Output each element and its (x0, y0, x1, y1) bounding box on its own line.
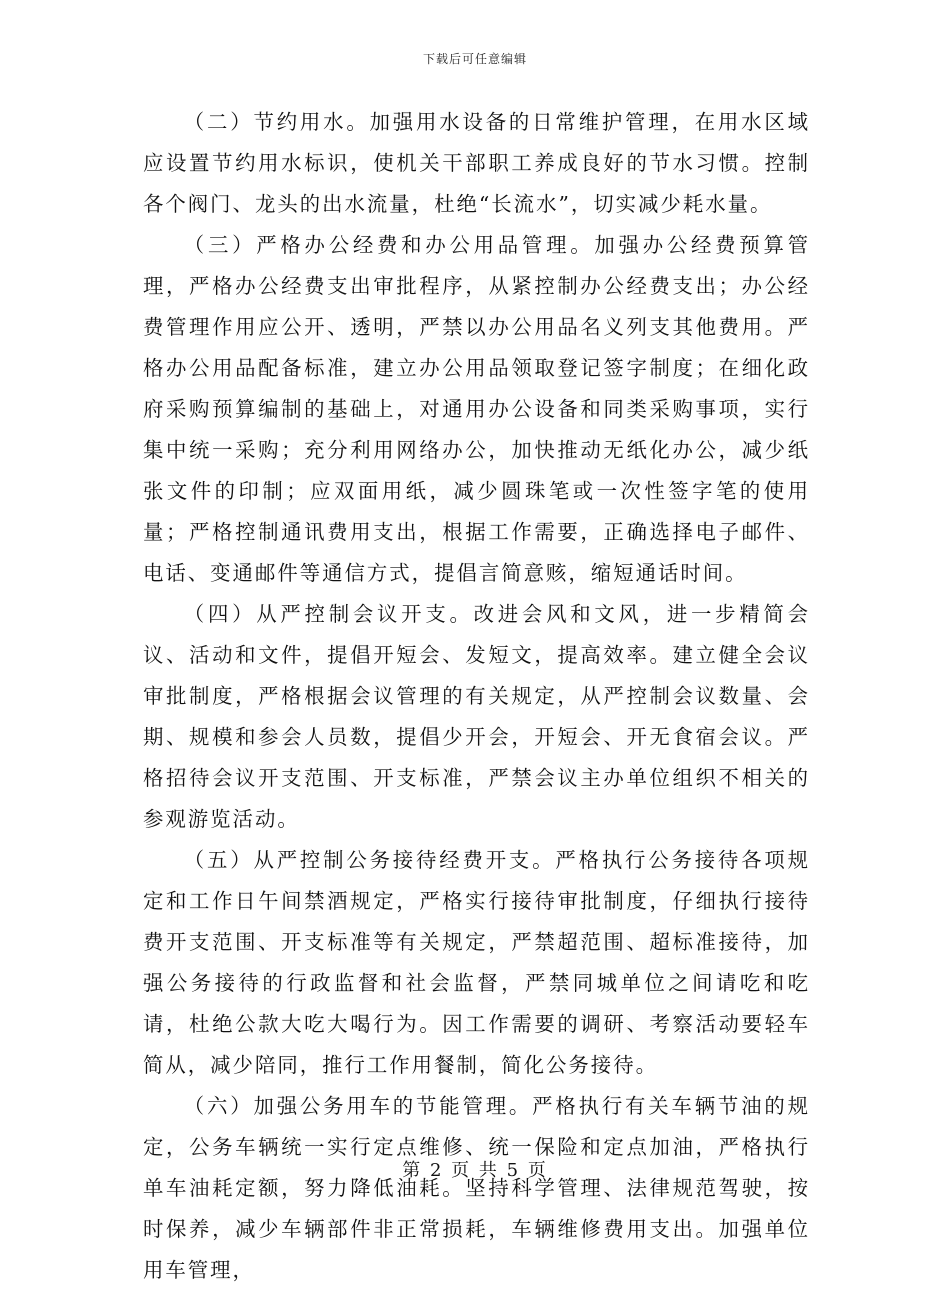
document-body (143, 102, 810, 1291)
paragraph-meeting-expenses: （四）从严控制会议开支。改进会风和文风，进一步精简会议、活动和文件，提倡开短会、发短文，提高效率。建立健全会议审批制度，严格根据会议管理的有关规定，从严控制会议数量、会期、规模和参会人员数，提倡少开会，开短会、开无食宿会议。严格招待会议开支范围、开支标准，严禁会议主办单位组织不相关的参观游览活动。 (143, 602, 810, 831)
paragraph-water-saving: （二）节约用水。加强用水设备的日常维护管理，在用水区域应设置节约用水标识，使机关干部职工养成良好的节水习惯。控制各个阀门、龙头的出水流量，杜绝“长流水”，切实减少耗水量。 (143, 110, 810, 216)
page-number-footer: 第 2 页 共 5 页 (402, 1160, 548, 1181)
paragraph-vehicle-management: （六）加强公务用车的节能管理。严格执行有关车辆节油的规定，公务车辆统一实行定点维修、统一保险和定点加油，严格执行单车油耗定额，努力降低油耗。坚持科学管理、法律规范驾驶，按时保养，减少车辆部件非正常损耗，车辆维修费用支出。加强单位用车管理， (143, 1094, 810, 1282)
page-header: 下载后可任意编辑 (422, 52, 527, 66)
paragraph-office-expenses: （三）严格办公经费和办公用品管理。加强办公经费预算管理，严格办公经费支出审批程序，从紧控制办公经费支出；办公经费管理作用应公开、透明，严禁以办公用品名义列支其他费用。严格办公用品配备标准，建立办公用品领取登记签字制度；在细化政府采购预算编制的基础上，对通用办公设备和同类采购事项，实行集中统一采购；充分利用网络办公，加快推动无纸化办公，减少纸张文件的印制；应双面用纸，减少圆珠笔或一次性签字笔的使用量；严格控制通讯费用支出，根据工作需要，正确选择电子邮件、电话、变通邮件等通信方式，提倡言简意赅，缩短通话时间。 (143, 233, 810, 585)
paragraph-reception-expenses: （五）从严控制公务接待经费开支。严格执行公务接待各项规定和工作日午间禁酒规定，严格实行接待审批制度，仔细执行接待费开支范围、开支标准等有关规定，严禁超范围、超标准接待，加强公务接待的行政监督和社会监督，严禁同城单位之间请吃和吃请，杜绝公款大吃大喝行为。因工作需要的调研、考察活动要轻车简从，减少陪同，推行工作用餐制，简化公务接待。 (143, 848, 810, 1077)
